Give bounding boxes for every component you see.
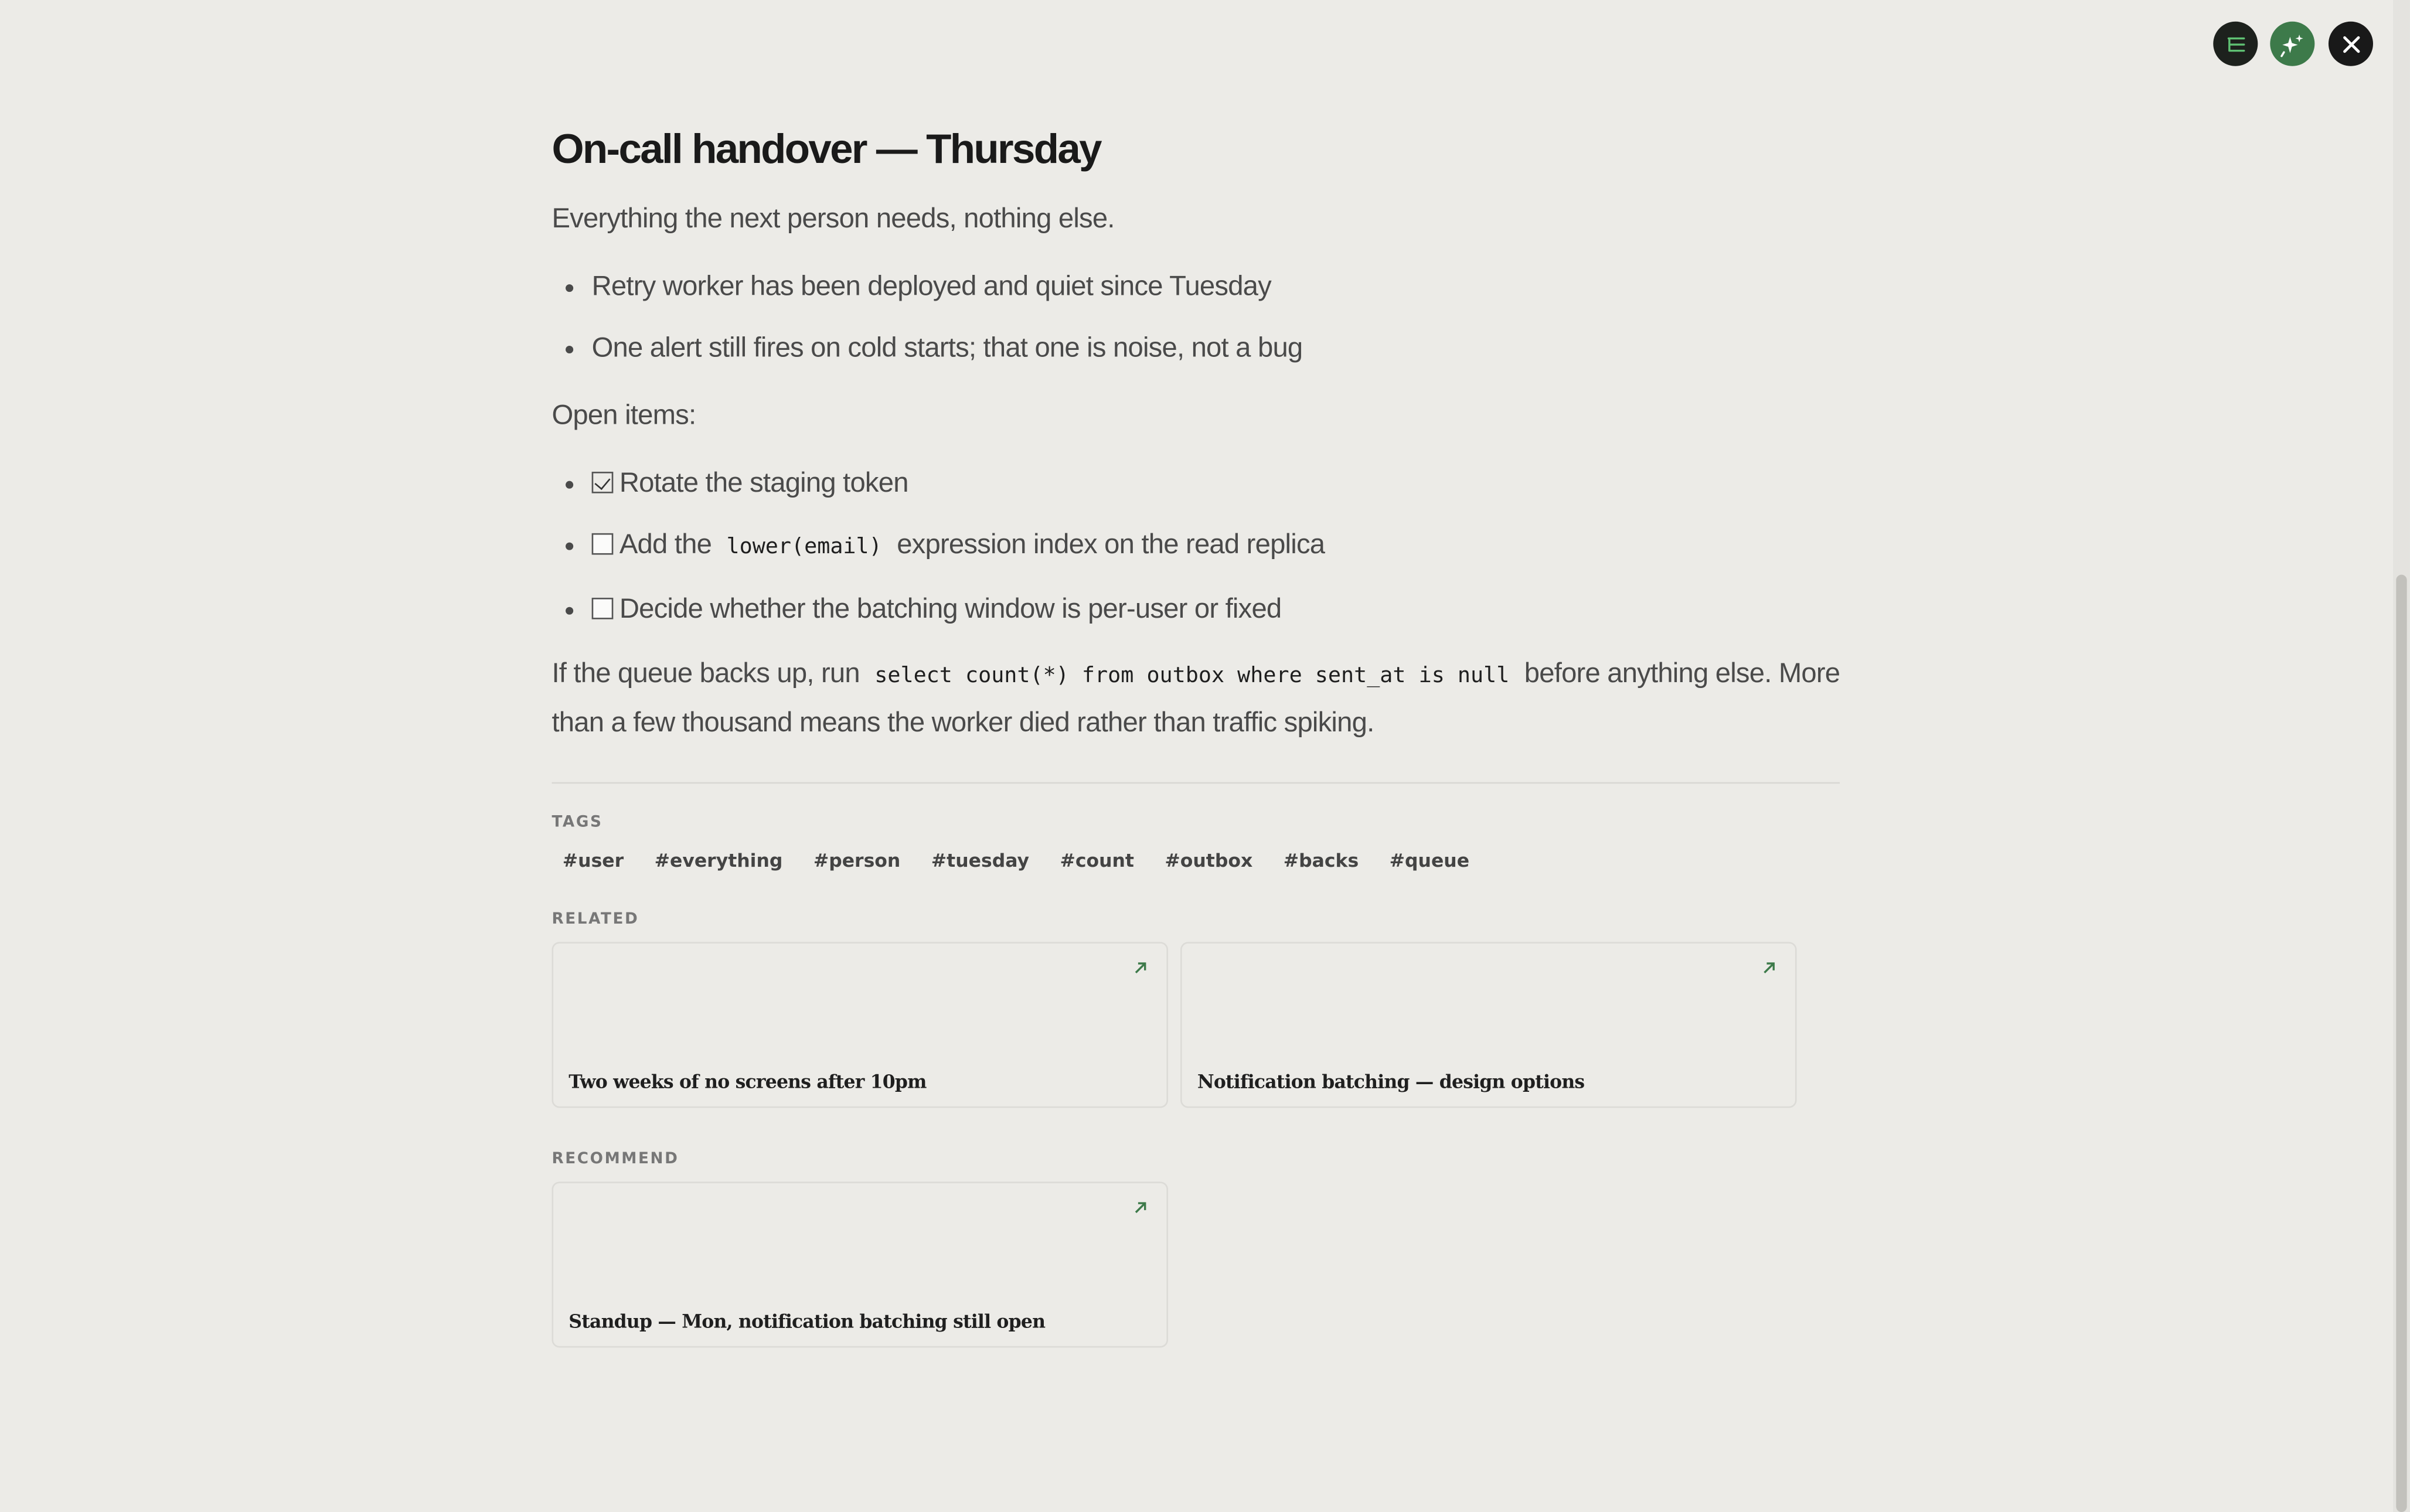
checkbox-unchecked-icon[interactable] <box>592 598 614 619</box>
note-subtitle: Everything the next person needs, nothing else. <box>552 203 1115 234</box>
open-items-label: Open items: <box>552 399 696 431</box>
related-card[interactable] <box>1180 942 1797 1108</box>
tags-label: TAGS <box>552 814 603 832</box>
list-item: • Retry worker has been deployed and quiet since Tuesday <box>592 263 1843 309</box>
sparkle-icon <box>2279 30 2306 57</box>
tag-person[interactable]: #person <box>813 849 901 871</box>
open-arrow-icon <box>1133 1200 1148 1215</box>
checkbox-unchecked-icon[interactable] <box>592 533 614 555</box>
tag-everything[interactable]: #everything <box>654 849 783 871</box>
open-arrow-icon <box>1133 961 1148 976</box>
checkbox-checked-icon[interactable] <box>592 472 614 493</box>
inline-code: lower(email) <box>726 534 882 560</box>
task-item <box>592 585 1843 632</box>
queue-text-after: before anything else. More than a few thousand means the worker died rather than traffic spiking. <box>552 658 1840 738</box>
recommend-cards <box>552 1181 1843 1347</box>
tag-outbox[interactable]: #outbox <box>1165 849 1253 871</box>
ai-assist-button[interactable] <box>2270 22 2314 66</box>
tag-count[interactable]: #count <box>1060 849 1134 871</box>
bullet-list <box>552 263 1843 370</box>
task-text: Rotate the staging token <box>619 467 908 498</box>
close-icon <box>2341 35 2360 53</box>
outline-button[interactable] <box>2213 22 2258 66</box>
tag-user[interactable]: #user <box>562 849 624 871</box>
related-card[interactable] <box>552 942 1168 1108</box>
related-label: RELATED <box>552 911 639 928</box>
task-text-before: Add the <box>619 528 712 560</box>
task-item <box>592 521 1843 570</box>
tag-backs[interactable]: #backs <box>1283 849 1359 871</box>
list-item: • One alert still fires on cold starts; that one is noise, not a bug <box>592 324 1843 370</box>
scrollbar-thumb[interactable] <box>2396 575 2406 1512</box>
open-arrow-icon <box>1761 961 1776 976</box>
task-item <box>592 459 1843 506</box>
tag-tuesday[interactable]: #tuesday <box>931 849 1030 871</box>
card-title: Two weeks of no screens after 10pm <box>569 1071 927 1093</box>
recommend-label: RECOMMEND <box>552 1150 679 1168</box>
related-cards <box>552 942 1843 1108</box>
close-button[interactable] <box>2329 22 2373 66</box>
tag-queue[interactable]: #queue <box>1389 849 1470 871</box>
task-text: Decide whether the batching window is per-user or fixed <box>619 593 1282 624</box>
divider <box>552 782 1840 784</box>
queue-text-before: If the queue backs up, run <box>552 658 860 689</box>
task-text-after: expression index on the read replica <box>897 528 1325 560</box>
task-list <box>552 459 1843 632</box>
note-title: On-call handover — Thursday <box>552 126 1101 172</box>
card-title: Standup — Mon, notification batching still open <box>569 1310 1046 1333</box>
card-title: Notification batching — design options <box>1197 1071 1585 1093</box>
inline-code: select count(*) from outbox where sent_at is null <box>874 663 1510 689</box>
outline-list-icon <box>2225 33 2246 55</box>
note-content <box>552 117 1843 1347</box>
recommend-card[interactable] <box>552 1181 1168 1347</box>
queue-paragraph <box>552 650 1843 745</box>
tag-list <box>552 847 1843 874</box>
